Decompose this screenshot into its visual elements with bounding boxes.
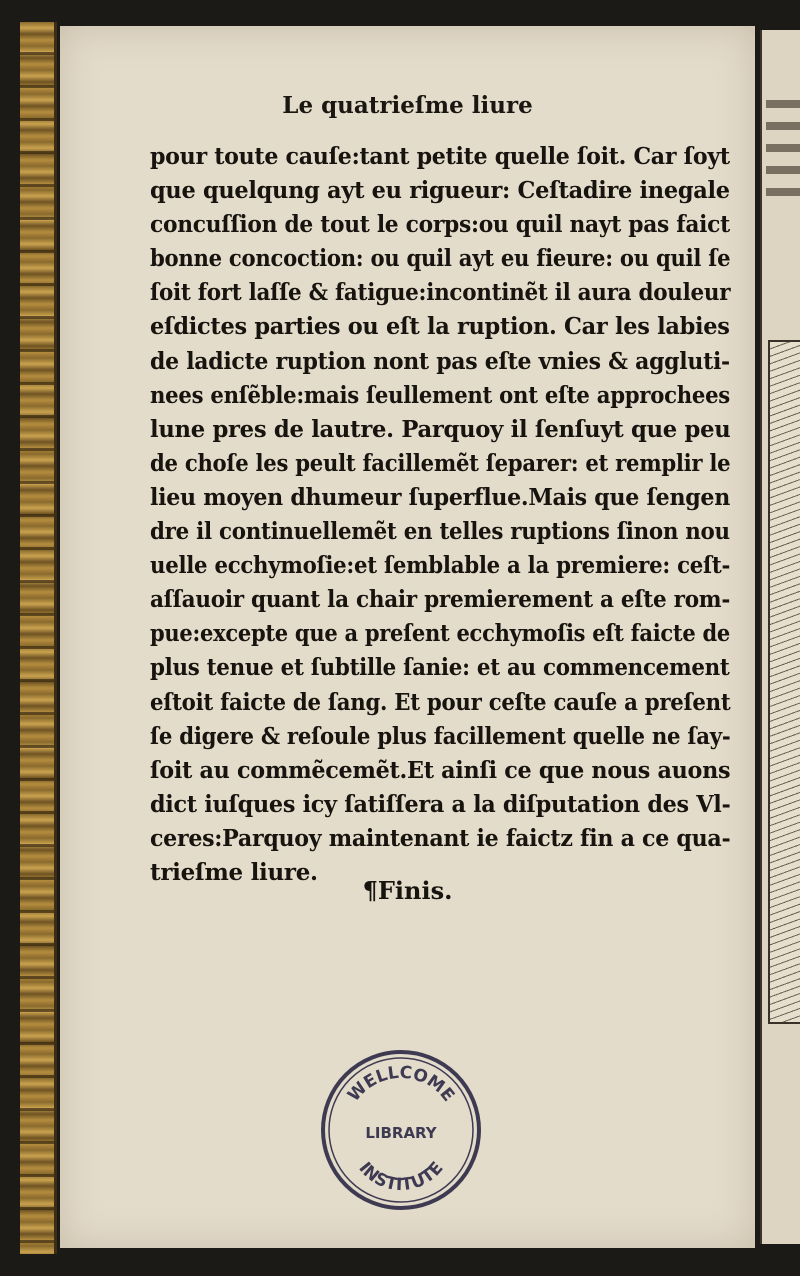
facing-page-woodcut [768,340,800,1024]
library-stamp [319,1048,482,1211]
stamp-bottom-text: INSTITUTE [354,1158,448,1196]
body-text [150,140,730,890]
text-line: plus tenue et ſubtille ſanie: et au commencement [150,654,730,682]
text-line: bonne concoction: ou quil ayt eu fieure: ou quil ſe [150,245,731,273]
text-line: eſtoit faicte de ſang. Et pour ceſte cauſe a preſent [150,688,731,716]
text-line: ſoit fort laſſe & fatigue:incontinẽt il aura douleur [150,279,731,307]
finis-text: Finis. [377,876,453,905]
text-line: trieſme liure. [150,858,318,886]
text-line: dre il continuellemẽt en telles ruptions ſinon nou [150,518,730,546]
facing-page-text-fragment [766,122,800,130]
text-line: lieu moyen dhumeur ſuperflue.Mais que ſengen [150,483,731,511]
text-line: ſe digere & reſoule plus facillement quelle ne ſay- [150,722,731,750]
text-line: de choſe les peult facillemẽt ſeparer: et remplir le [150,449,731,477]
pilcrow-mark: ¶ [362,876,378,905]
text-line: eſdictes parties ou eſt la ruption. Car les labies [150,313,730,341]
stamp-top-text: WELLCOME [344,1062,459,1106]
stamp-middle-text: LIBRARY [365,1124,437,1142]
text-line: pour toute cauſe:tant petite quelle ſoit. Car ſoyt [150,143,730,170]
finis-colophon [60,876,755,905]
text-line: nees enſẽble:mais ſeullement ont eſte approchees [150,381,730,409]
text-line: de ladicte ruption nont pas eſte vnies & aggluti- [150,347,730,375]
facing-page-text-fragment [766,188,800,196]
text-line: concuſſion de tout le corps:ou quil nayt pas faict [150,211,730,239]
text-line: lune pres de lautre. Parquoy il ſenſuyt que peu [150,415,731,443]
facing-page-text-fragment [766,166,800,174]
text-line: uelle ecchymoſie:et ſemblable a la premiere: ceſt- [150,552,730,580]
book-binding-edge [20,22,57,1254]
facing-page-edge [760,30,800,1244]
text-line: dict iuſques icy ſatiſſera a la diſputation des Vl- [150,790,731,818]
facing-page-text-fragment [766,144,800,152]
text-line: pue:excepte que a preſent ecchymoſis eſt faicte de [150,620,730,648]
facing-page-text-fragment [766,100,800,108]
running-header: Le quatrieſme liure [282,92,533,119]
text-line: que quelqung ayt eu rigueur: Ceſtadire inegale [150,177,730,205]
text-line: ceres:Parquoy maintenant ie faictz fin a ce qua- [150,824,731,852]
text-line: aſſauoir quant la chair premierement a eſte rom- [150,586,730,614]
text-line: ſoit au commẽcemẽt.Et ainſi ce que nous auons [150,756,731,784]
